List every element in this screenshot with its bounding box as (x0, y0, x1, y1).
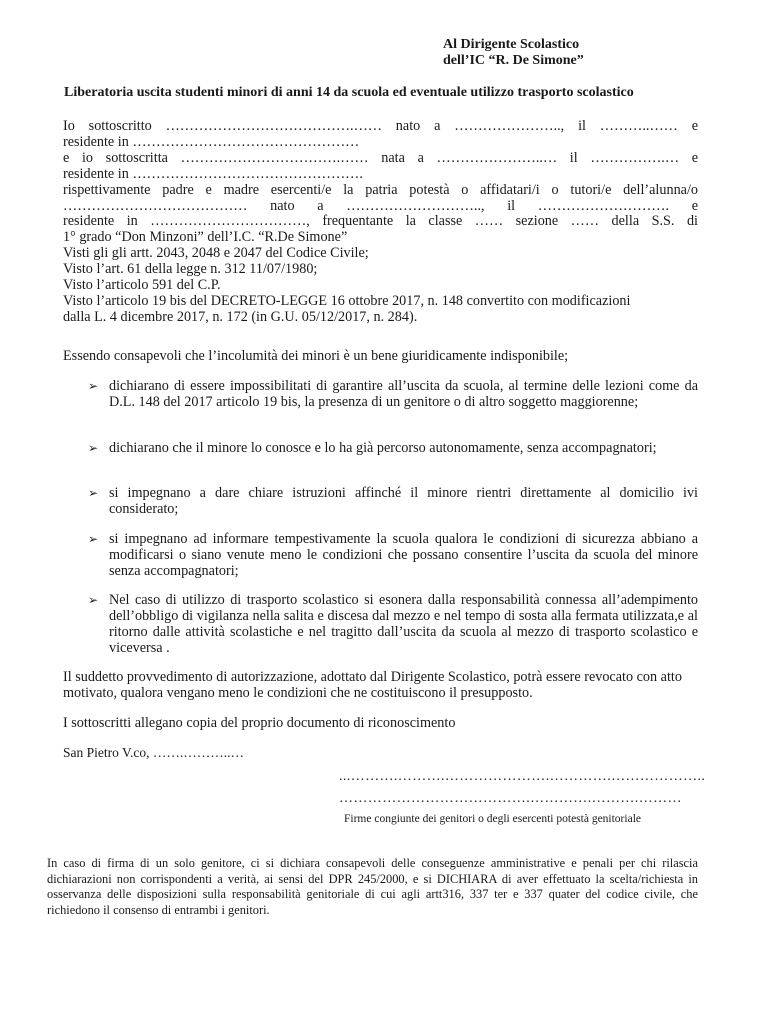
declarant-line: Io sottoscritto ………………………………….…… nato a ………………….., il ………..…… e (63, 118, 698, 134)
arrow-bullet-icon: ➢ (88, 379, 99, 393)
declaration-bullet (88, 531, 698, 579)
legal-reference-line: Visto l’articolo 19 bis del DECRETO-LEGGE 16 ottobre 2017, n. 148 convertito con modificazioni (63, 292, 631, 309)
declarant-line: residente in …………………………………………. (63, 165, 363, 182)
arrow-bullet-icon: ➢ (88, 486, 99, 500)
place-date-field: San Pietro V.co, …….………..… (63, 745, 245, 760)
addressee-line-2: dell’IC “R. De Simone” (443, 53, 584, 68)
bullet-text: si impegnano ad informare tempestivamente la scuola qualora le condizioni di sicurezza abbiano a modificarsi o siano venute meno le condizioni che possano consentire l’uscita da scuola del minore senza accompagnatori; (109, 531, 698, 579)
signature-line-1: ...……….……….………………….………….……………….. (339, 769, 706, 784)
declaration-bullet (88, 485, 698, 517)
legal-reference-line: Visto l’articolo 591 del C.P. (63, 277, 221, 294)
declaration-bullet (88, 592, 698, 656)
signature-caption: Firme congiunte dei genitori o degli esercenti potestà genitoriale (344, 813, 641, 825)
declarant-line: ………………………………… nato a ……………………….., il ………………………. e (63, 197, 698, 214)
arrow-bullet-icon: ➢ (88, 441, 99, 455)
bullet-text: Nel caso di utilizzo di trasporto scolastico si esonera dalla responsabilità connessa all’adempimento dell’obbligo di vigilanza nella salita e discesa dal mezzo e nel tempo di sosta alla fermata utilizzata,e al ritorno dalle attività scolastiche e nel tragitto dall’uscita da scuola al mezzo di trasporto scolastico e viceversa . (109, 592, 698, 656)
arrow-bullet-icon: ➢ (88, 532, 99, 546)
legal-reference-line: Visti gli gli artt. 2043, 2048 e 2047 del Codice Civile; (63, 245, 369, 262)
bullet-text: dichiarano che il minore lo conosce e lo ha già percorso autonomamente, senza accompagnatori; (109, 440, 657, 456)
legal-reference-line: dalla L. 4 dicembre 2017, n. 172 (in G.U. 05/12/2017, n. 284). (63, 308, 418, 325)
document-title: Liberatoria uscita studenti minori di anni 14 da scuola ed eventuale utilizzo trasporto scolastico (64, 85, 634, 100)
bullet-text: dichiarano di essere impossibilitati di garantire all’uscita da scuola, al termine delle lezioni come da D.L. 148 del 2017 articolo 19 bis, la presenza di un genitore o di altro soggetto maggiorenne; (109, 378, 698, 410)
declarant-line: 1° grado “Don Minzoni” dell’I.C. “R.De Simone” (63, 229, 348, 246)
declarant-line: rispettivamente padre e madre esercenti/e la patria potestà o affidatari/i o tutori/e dell’alunna/o (63, 181, 698, 198)
single-parent-note: In caso di firma di un solo genitore, ci si dichiara consapevoli delle conseguenze amministrative e penali per chi rilascia dichiarazioni non corrispondenti a verità, ai sensi del DPR 245/2000, e si DICHIARA di aver effettuato la scelta/richiesta in osservanza delle disposizioni sulla responsabilità genitoriale di cui agli artt316, 337 ter e 337 quater del codice civile, che richiedono il consenso di entrambi i genitori. (47, 856, 698, 917)
revocation-clause: Il suddetto provvedimento di autorizzazione, adottato dal Dirigente Scolastico, potrà essere revocato con atto motivato, qualora vengano meno le condizioni che ne costituiscono il presupposto. (63, 669, 682, 701)
legal-reference-line: Visto l’art. 61 della legge n. 312 11/07/1980; (63, 261, 318, 278)
awareness-statement: Essendo consapevoli che l’incolumità dei minori è un bene giuridicamente indisponibile; (63, 348, 569, 364)
declaration-bullet (88, 378, 698, 410)
bullet-text: si impegnano a dare chiare istruzioni affinché il minore rientri direttamente al domicilio ivi considerato; (109, 485, 698, 517)
declarant-line: residente in ……………………………, frequentante la classe …… sezione …… della S.S. di (63, 213, 698, 230)
attachment-statement: I sottoscritti allegano copia del proprio documento di riconoscimento (63, 715, 456, 731)
declarants-section (63, 119, 698, 326)
signature-line-2: ………………………………….………….……….……… (339, 791, 682, 806)
declarant-line: residente in ………………………………………… (63, 133, 360, 150)
arrow-bullet-icon: ➢ (88, 593, 99, 607)
declaration-bullet (88, 440, 698, 456)
addressee-block (443, 37, 584, 69)
declarant-line: e io sottoscritta …………………………….…… nata a …………………..… il …………….… e (63, 149, 698, 166)
addressee-line-1: Al Dirigente Scolastico (443, 37, 580, 52)
